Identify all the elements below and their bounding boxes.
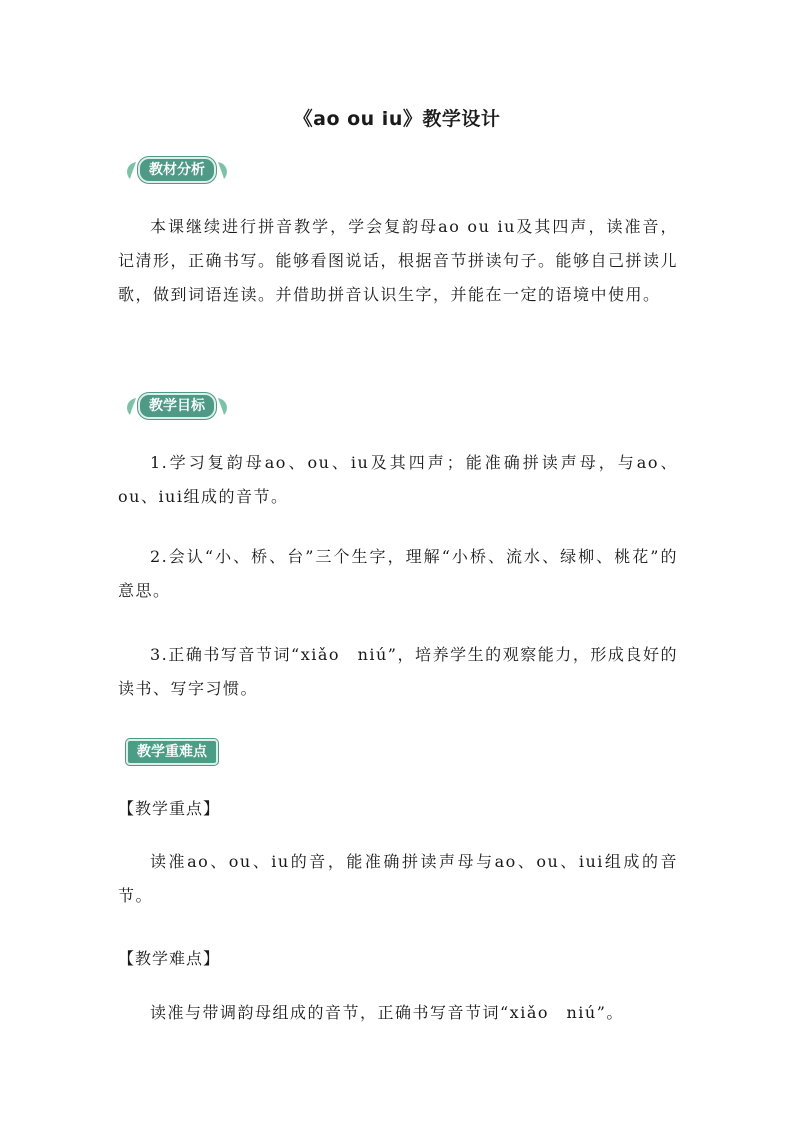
analysis-paragraph: 本课继续进行拼音教学，学会复韵母ao ou iu及其四声，读准音，记清形，正确书写。能够看图说话，根据音节拼读句子。能够自己拼读儿歌，做到词语连读。并借助拼音认识生字，并能在一定的语境中使用。 <box>118 217 679 304</box>
goal-item-2: 2.会认“小、桥、台”三个生字，理解“小桥、流水、绿柳、桃花”的意思。 <box>118 547 678 600</box>
key-paragraph: 读准ao、ou、iu的音，能准确拼读声母与ao、ou、iui组成的音节。 <box>118 852 678 905</box>
badge-label: 教学目标 <box>138 393 216 419</box>
leaf-right-icon <box>216 160 230 180</box>
goal-item-1: 1.学习复韵母ao、ou、iu及其四声；能准确拼读声母，与ao、ou、iui组成的音节。 <box>118 453 678 506</box>
badge-label: 教学重难点 <box>126 739 218 765</box>
leaf-left-icon <box>124 396 138 416</box>
section-badge-goals <box>124 394 230 418</box>
leaf-right-icon <box>216 396 230 416</box>
difficult-paragraph: 读准与带调韵母组成的音节，正确书写音节词“xiǎo niú”。 <box>150 1003 624 1022</box>
goal-item-3: 3.正确书写音节词“xiǎo niú”，培养学生的观察能力，形成良好的读书、写字习惯。 <box>118 645 678 698</box>
leaf-left-icon <box>124 160 138 180</box>
key-label: 【教学重点】 <box>118 799 221 818</box>
badge-label: 教材分析 <box>138 157 216 183</box>
difficult-label: 【教学难点】 <box>118 949 221 968</box>
document-title: 《ao ou iu》教学设计 <box>293 108 501 130</box>
section-badge-keypoints <box>126 740 218 764</box>
section-badge-analysis <box>124 158 230 182</box>
